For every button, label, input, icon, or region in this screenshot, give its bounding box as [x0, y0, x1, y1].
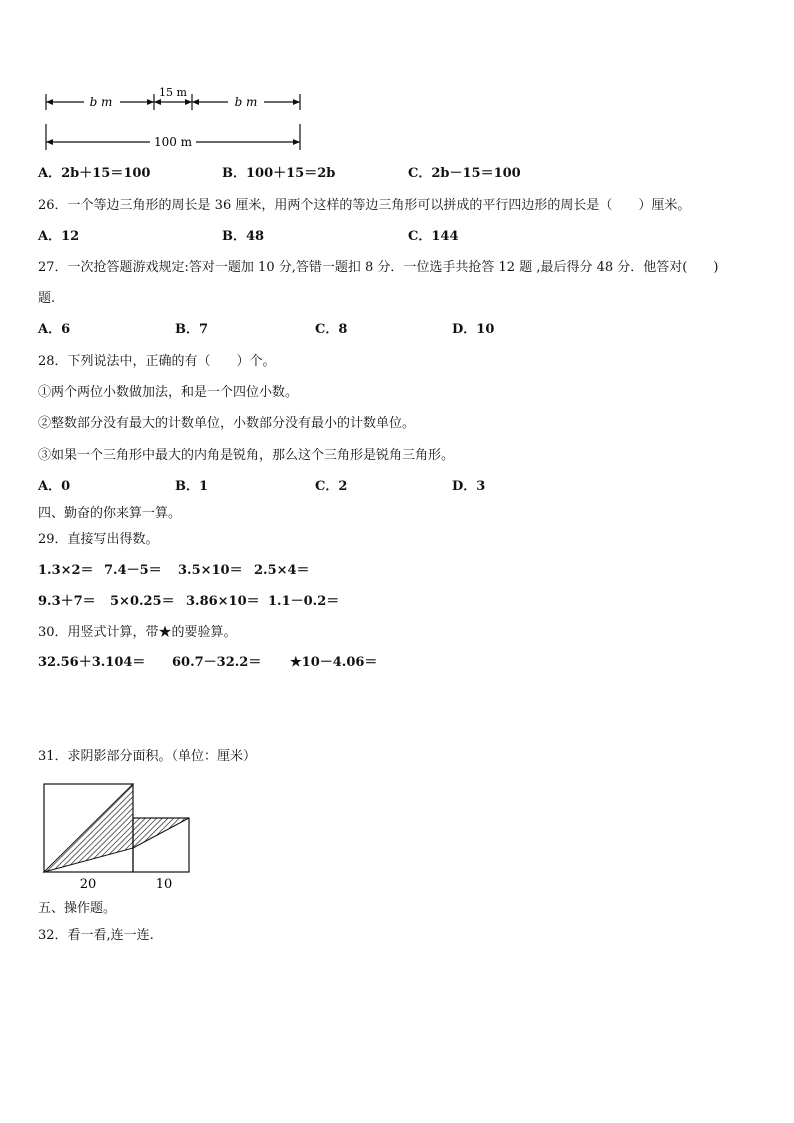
segment-diagram [38, 84, 308, 154]
q28-question: 28．下列说法中，正确的有（ ）个。 [38, 354, 276, 369]
q30-item: 60.7－32.2＝ [172, 655, 262, 670]
q26-option-c: C．144 [408, 229, 459, 244]
q29-expr: 1.1－0.2＝ [268, 594, 340, 609]
q28-statement-2: ②整数部分没有最大的计数单位，小数部分没有最小的计数单位。 [38, 416, 416, 431]
q28-option-b: B．1 [175, 479, 209, 494]
q30-item: 32.56＋3.104＝ [38, 655, 146, 670]
dimension-label-10: 10 [155, 877, 173, 892]
q27-question: 27．一次抢答题游戏规定:答对一题加 10 分,答错一题扣 8 分．一位选手共抢答 12 题 ,最后得分 48 分．他答对( ) [38, 260, 719, 275]
q27-option-b: B．7 [175, 322, 209, 337]
q27-option-a: A．6 [38, 322, 71, 337]
shaded-area-figure [38, 778, 198, 894]
q30-question: 30．用竖式计算，带★的要验算。 [38, 625, 237, 640]
segment-label-middle: 15 m [159, 86, 187, 99]
q32-question: 32．看一看,连一连. [38, 928, 154, 943]
q26-option-a: A．12 [38, 229, 80, 244]
q27-option-c: C．8 [315, 322, 348, 337]
q29-expr: 2.5×4＝ [254, 563, 310, 578]
segment-label-left: b m [89, 95, 113, 109]
q28-statement-1: ①两个两位小数做加法，和是一个四位小数。 [38, 385, 299, 400]
q27-option-d: D．10 [452, 322, 495, 337]
q25-option-a: A．2b＋15＝100 [38, 166, 151, 181]
q29-expr: 5×0.25＝ [110, 594, 175, 609]
q28-option-c: C．2 [315, 479, 348, 494]
q26-option-b: B．48 [222, 229, 265, 244]
q31-question: 31．求阴影部分面积。（单位：厘米） [38, 749, 257, 764]
section-5-title: 五、操作题。 [38, 901, 117, 916]
q25-option-b: B．100＋15＝2b [222, 166, 336, 181]
q29-question: 29．直接写出得数。 [38, 532, 159, 547]
q30-item: ★10－4.06＝ [290, 655, 378, 670]
segment-label-right: b m [234, 95, 258, 109]
section-4-title: 四、勤奋的你来算一算。 [38, 506, 182, 521]
q28-option-a: A．0 [38, 479, 71, 494]
dimension-label-20: 20 [79, 877, 97, 892]
segment-label-total: 100 m [153, 135, 193, 149]
q25-option-c: C．2b－15＝100 [408, 166, 521, 181]
q29-expr: 3.5×10＝ [178, 563, 243, 578]
q29-expr: 9.3＋7＝ [38, 594, 96, 609]
q29-expr: 1.3×2＝ [38, 563, 94, 578]
q29-expr: 3.86×10＝ [186, 594, 260, 609]
q28-statement-3: ③如果一个三角形中最大的内角是锐角，那么这个三角形是锐角三角形。 [38, 448, 455, 463]
q29-expr: 7.4－5＝ [104, 563, 162, 578]
q27-question-cont: 题. [38, 291, 56, 306]
q28-option-d: D．3 [452, 479, 486, 494]
q26-question: 26．一个等边三角形的周长是 36 厘米，用两个这样的等边三角形可以拼成的平行四边形的周长是（ ）厘米。 [38, 198, 691, 213]
